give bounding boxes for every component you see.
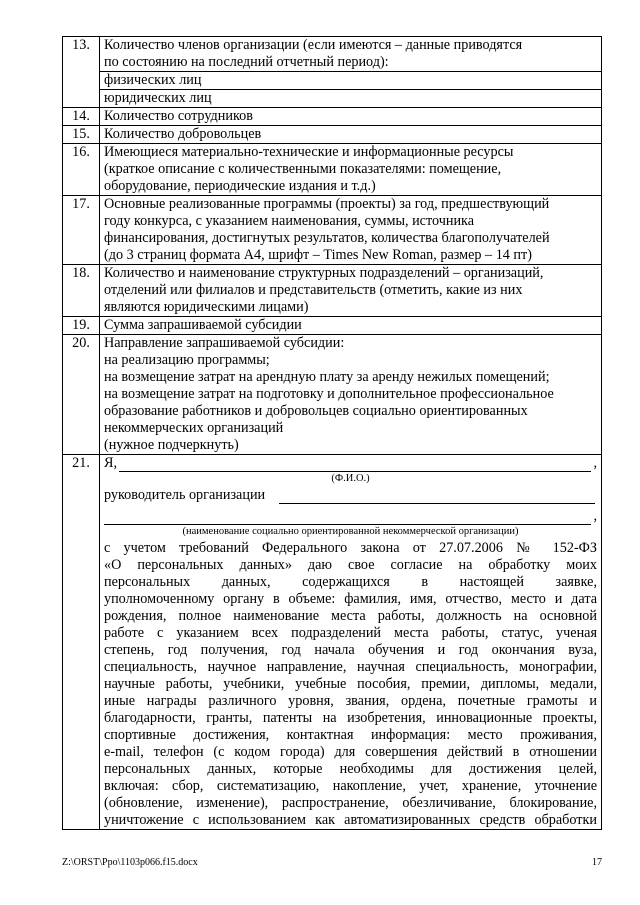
consent-text bbox=[104, 540, 597, 829]
organization-name-input-line[interactable] bbox=[104, 511, 591, 525]
consent-line: благодарности, гранты, патенты на изобретения, инновационные проекты, bbox=[104, 710, 597, 726]
row-text-line: являются юридическими лицами) bbox=[104, 299, 309, 315]
row-number: 20. bbox=[63, 335, 100, 455]
row-number: 18. bbox=[63, 265, 100, 317]
application-form-table bbox=[62, 36, 602, 830]
employees-count-field[interactable]: Количество сотрудников bbox=[100, 108, 602, 126]
consent-line: персональных данных, которые необходимы для достижения целей, bbox=[104, 761, 597, 777]
subsidy-direction-field bbox=[100, 335, 602, 455]
consent-section bbox=[100, 455, 602, 830]
row-text-line: финансирования, достигнутых результатов, количества благополучателей bbox=[104, 230, 550, 246]
consent-line: «О персональных данных» даю свое согласие на обработку моих bbox=[104, 557, 597, 573]
row-number: 15. bbox=[63, 126, 100, 144]
ya-label: Я, bbox=[104, 455, 118, 471]
direction-option-training[interactable]: на возмещение затрат на подготовку и дополнительное профессиональное bbox=[104, 386, 554, 402]
row-16 bbox=[63, 144, 602, 196]
row-text-line: Имеющиеся материально-технические и информационные ресурсы bbox=[104, 144, 514, 160]
row-text-line: (до 3 страниц формата А4, шрифт – Times New Roman, размер – 14 пт) bbox=[104, 247, 532, 263]
individuals-field[interactable]: физических лиц bbox=[100, 71, 601, 89]
row-number: 13. bbox=[63, 37, 100, 108]
consent-line: включая: сбор, систематизацию, накопление, учет, хранение, уточнение bbox=[104, 778, 597, 794]
full-name-row bbox=[104, 455, 597, 472]
row-content bbox=[100, 37, 602, 108]
head-row bbox=[104, 487, 597, 504]
row-15 bbox=[63, 126, 602, 144]
direction-option-rent[interactable]: на возмещение затрат на арендную плату за аренду нежилых помещений; bbox=[104, 369, 550, 385]
row-19 bbox=[63, 317, 602, 335]
row-number: 21. bbox=[63, 455, 100, 830]
row-text-line: образование работников и добровольцев социально ориентированных bbox=[104, 403, 528, 419]
consent-line: иные награды различного уровня, звания, ордена, почетные грамоты и bbox=[104, 693, 597, 709]
direction-option-programs[interactable]: на реализацию программы; bbox=[104, 352, 270, 368]
consent-line: работе с указанием всех подразделений места работы, статус, ученая bbox=[104, 625, 597, 641]
row-number: 19. bbox=[63, 317, 100, 335]
legal-entities-field[interactable]: юридических лиц bbox=[100, 89, 601, 107]
organization-name-caption: (наименование социально ориентированной некоммерческой организации) bbox=[182, 526, 519, 537]
consent-line: спортивные достижения, контактная информация: место проживания, bbox=[104, 727, 597, 743]
programs-field[interactable] bbox=[100, 196, 602, 265]
consent-line: специальность, научное направление, научная специальность, монографии, bbox=[104, 659, 597, 675]
subsidy-amount-field[interactable]: Сумма запрашиваемой субсидии bbox=[100, 317, 602, 335]
row-text-line: Количество членов организации (если имеются – данные приводятся bbox=[104, 37, 523, 53]
row-text-line: Основные реализованные программы (проекты) за год, предшествующий bbox=[104, 196, 550, 212]
comma: , bbox=[593, 455, 597, 471]
consent-line: уполномоченному органу в объеме: фамилия, имя, отчество, место и дата bbox=[104, 591, 597, 607]
row-text-line: оборудование, периодические издания и т.д.) bbox=[104, 178, 376, 194]
row-18 bbox=[63, 265, 602, 317]
row-13 bbox=[63, 37, 602, 108]
subdivisions-field[interactable] bbox=[100, 265, 602, 317]
footer-file-path: Z:\ORST\Ppo\1103p066.f15.docx bbox=[62, 857, 198, 868]
head-label: руководитель организации bbox=[104, 487, 266, 503]
row-number: 16. bbox=[63, 144, 100, 196]
row-text-line: отделений или филиалов и представительств (отметить, какие из них bbox=[104, 282, 523, 298]
row-text-line: по состоянию на последний отчетный период): bbox=[104, 54, 389, 70]
row-text-line: Количество и наименование структурных подразделений – организаций, bbox=[104, 265, 544, 281]
consent-line: e-mail, телефон (с кодом города) для совершения действий в отношении bbox=[104, 744, 597, 760]
resources-field[interactable] bbox=[100, 144, 602, 196]
page-number: 17 bbox=[592, 857, 602, 868]
consent-line: рождения, полное наименование места работы, должность на основной bbox=[104, 608, 597, 624]
consent-line: персональных данных, содержащихся в настоящей заявке, bbox=[104, 574, 597, 590]
full-name-input-line[interactable] bbox=[119, 458, 591, 472]
row-text-line: (краткое описание с количественными показателями: помещение, bbox=[104, 161, 502, 177]
consent-line: (обновление, изменение), распространение, обезличивание, блокирование, bbox=[104, 795, 597, 811]
full-name-caption: (Ф.И.О.) bbox=[331, 473, 370, 484]
comma: , bbox=[593, 508, 597, 524]
consent-line: научные работы, учебники, учебные пособия, премии, дипломы, медали, bbox=[104, 676, 597, 692]
row-text-line: году конкурса, с указанием наименования, суммы, источника bbox=[104, 213, 475, 229]
consent-line: степень, год получения, год начала обучения и год окончания вуза, bbox=[104, 642, 597, 658]
organization-name-row bbox=[104, 508, 597, 525]
row-text-line: Направление запрашиваемой субсидии: bbox=[104, 335, 345, 351]
row-21 bbox=[63, 455, 602, 830]
consent-line: с учетом требований Федерального закона от 27.07.2006 № 152-ФЗ bbox=[104, 540, 597, 556]
row-14 bbox=[63, 108, 602, 126]
row-text-line: (нужное подчеркнуть) bbox=[104, 437, 239, 453]
row-text-line: некоммерческих организаций bbox=[104, 420, 284, 436]
row-number: 17. bbox=[63, 196, 100, 265]
row-17 bbox=[63, 196, 602, 265]
volunteers-count-field[interactable]: Количество добровольцев bbox=[100, 126, 602, 144]
row-20 bbox=[63, 335, 602, 455]
row-number: 14. bbox=[63, 108, 100, 126]
consent-line: уничтожение с использованием как автоматизированных средств обработки bbox=[104, 812, 597, 828]
organization-head-input-line[interactable] bbox=[279, 490, 595, 504]
